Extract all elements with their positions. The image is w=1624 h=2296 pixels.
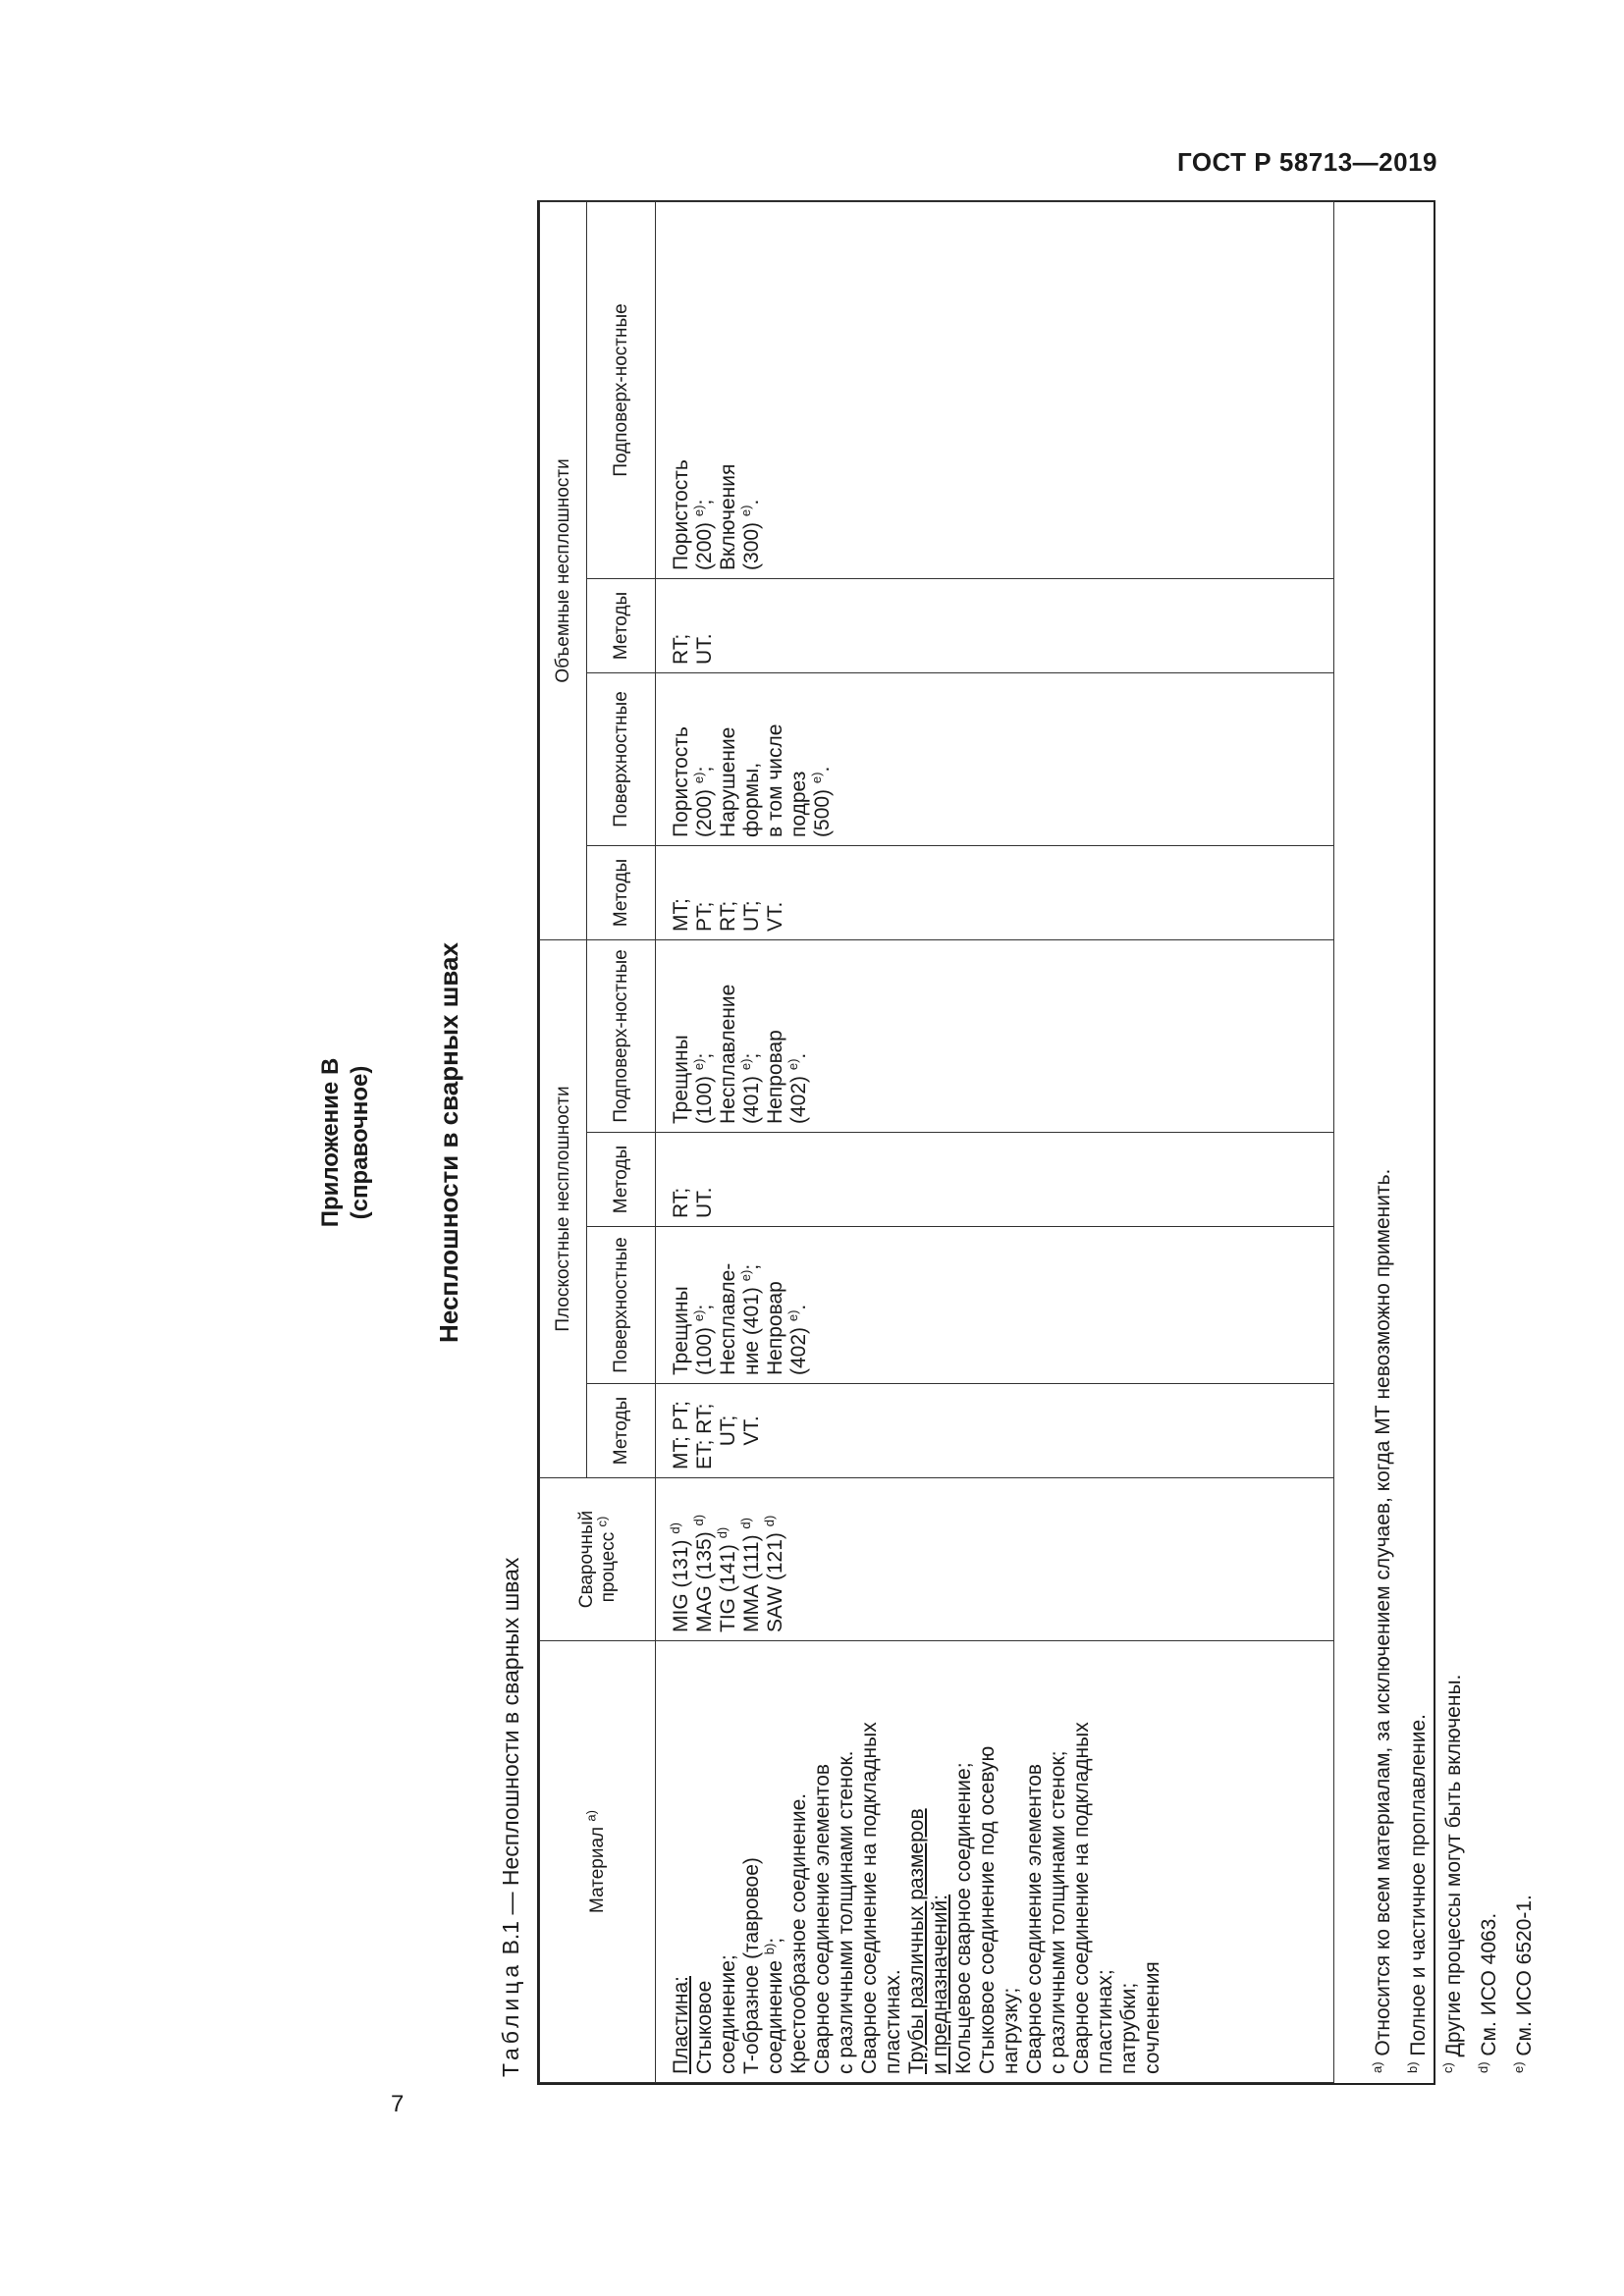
page-number: 7 [391, 2091, 405, 2117]
header-volumetric-methods: Методы [587, 845, 656, 939]
header-planar-group: Плоскостные несплошности [540, 939, 587, 1477]
header-volumetric-methods-2: Методы [587, 578, 656, 672]
header-planar-methods-2: Методы [587, 1133, 656, 1227]
header-planar-surface: Поверхностные [587, 1227, 656, 1384]
header-material: Материал $^{a)}$ [540, 1641, 656, 2083]
table-frame [537, 200, 1536, 2085]
cell-planar-methods: MT; PT; ET; RT; UT; VT. [656, 1384, 1334, 1478]
header-process: Сварочный процесс $^{c)}$ [540, 1478, 656, 1641]
table-row [656, 201, 1334, 2082]
document-code: ГОСТ Р 58713—2019 [1176, 147, 1437, 177]
cell-planar-surface: Трещины (100) $^{e)}$; Несплавле- ние (401) $^{e)}$; Непровар (402) $^{e)}$. [656, 1227, 1334, 1384]
note-d: $^{d)}$ См. ИСО 4063. [1476, 1912, 1500, 2073]
header-planar-methods: Методы [587, 1384, 656, 1478]
cell-volumetric-subsurface: Пористость (200) $^{e)}$; Включения (300) $^{e)}$. [656, 201, 1334, 578]
note-b: $^{b)}$ Полное и частичное проплавление. [1405, 1714, 1430, 2073]
cell-volumetric-subsurface-methods: RT; UT. [656, 578, 1334, 672]
note-e: $^{e)}$ См. ИСО 6520-1. [1511, 1895, 1536, 2073]
header-planar-subsurface: Подповерх-ностные [587, 939, 656, 1132]
cell-volumetric-surface: Пористость (200) $^{e)}$; Нарушение формы, в том числе подрез (500) $^{e)}$. [656, 672, 1334, 845]
header-volumetric-subsurface: Подповерх-ностные [587, 201, 656, 578]
appendix-type: (справочное) [347, 1065, 373, 1220]
cell-material: Пластина: Стыковое соединение; Т-образное (тавровое) соединение $^{b)}$; Крестообразное соединение. Сварное соединение элементов с различными толщинами стенок. Сварное соединение на подкладных пластинах. Трубы различных размеров и предназначений: Кольцевое сварное соединение; Стыковое соединение под осевую нагрузку; Сварное соединение элементов с различными толщинами стенок; Сварное соединение на подкладных пластинах; патрубки; сочленения [656, 1641, 1334, 2083]
cell-planar-subsurface: Трещины (100) $^{e)}$; Несплавление (401) $^{e)}$; Непровар (402) $^{e)}$. [656, 939, 1334, 1132]
note-a: $^{a)}$ Относится ко всем материалам, за исключением случаев, когда МТ невозможно применить. [1370, 1168, 1394, 2073]
appendix-heading [316, 200, 405, 2085]
table-caption [498, 1558, 524, 2077]
rotated-content [316, 200, 1536, 2085]
header-row-groups [540, 201, 587, 2082]
cell-planar-subsurface-methods: RT; UT. [656, 1133, 1334, 1227]
section-title: Несплошности в сварных швах [434, 942, 463, 1343]
cell-volumetric-methods: MT; PT; RT; UT; VT. [656, 845, 1334, 939]
cell-process: MIG (131) $^{d)}$ MAG (135) $^{d)}$ TIG (141) $^{d)}$ MMA (111) $^{d)}$ SAW (121) $^{d)}$ [656, 1478, 1334, 1641]
header-volumetric-surface: Поверхностные [587, 672, 656, 845]
caption-prefix: Таблица [498, 1960, 523, 2077]
discontinuities-table [539, 201, 1334, 2083]
table-notes [1366, 228, 1543, 2073]
header-volumetric-group: Объемные несплошности [540, 201, 587, 939]
note-c: $^{c)}$ Другие процессы могут быть включены. [1440, 1674, 1465, 2073]
appendix-label: Приложение В [317, 1057, 344, 1228]
caption-text: В.1 — Несплошности в сварных швах [498, 1557, 523, 1961]
